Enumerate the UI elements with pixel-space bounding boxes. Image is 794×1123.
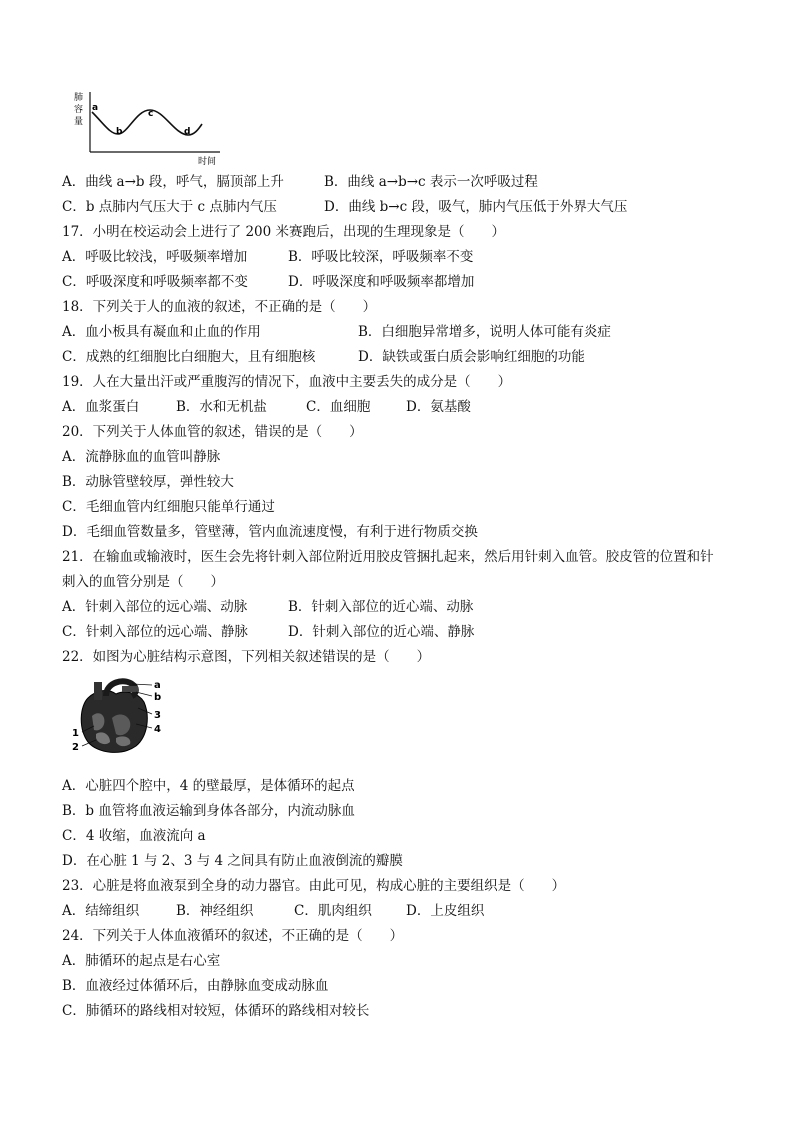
point-a: a — [92, 103, 99, 113]
q16-row1 — [62, 172, 538, 192]
q23-row — [62, 901, 485, 921]
q18-row1 — [62, 322, 611, 342]
q24-option-c[interactable]: C．肺循环的路线相对较短，体循环的路线相对较长 — [62, 1003, 370, 1019]
q24-option-a[interactable]: A．肺循环的起点是右心室 — [62, 953, 221, 969]
heart-structure-diagram — [66, 676, 176, 756]
q21-row1 — [62, 597, 474, 617]
q17-option-a[interactable]: A．呼吸比较浅，呼吸频率增加 — [62, 249, 248, 265]
q16-row2 — [62, 197, 628, 217]
q19-stem: 19．人在大量出汗或严重腹泻的情况下，血液中主要丢失的成分是（ ） — [62, 374, 512, 390]
q22-option-d[interactable]: D．在心脏 1 与 2、3 与 4 之间具有防止血液倒流的瓣膜 — [62, 853, 403, 869]
q20-option-c[interactable]: C．毛细血管内红细胞只能单行通过 — [62, 499, 275, 515]
q16-option-d[interactable]: D．曲线 b→c 段，吸气，肺内气压低于外界大气压 — [324, 199, 628, 215]
heart-label-1: 1 — [72, 728, 79, 739]
q23-option-a[interactable]: A．结缔组织 — [62, 903, 140, 919]
q19-option-c[interactable]: C．血细胞 — [306, 399, 371, 415]
q21-stem-line2: 刺入的血管分别是（ ） — [62, 574, 224, 590]
heart-label-a: a — [154, 680, 161, 691]
q18-stem: 18．下列关于人的血液的叙述，不正确的是（ ） — [62, 299, 377, 315]
q23-option-b[interactable]: B．神经组织 — [176, 903, 254, 919]
q18-option-d[interactable]: D．缺铁或蛋白质会影响红细胞的功能 — [358, 349, 585, 365]
heart-label-2: 2 — [72, 742, 79, 753]
q22-option-c[interactable]: C．4 收缩，血液流向 a — [62, 828, 206, 844]
q22-option-a[interactable]: A．心脏四个腔中，4 的壁最厚，是体循环的起点 — [62, 778, 355, 794]
heart-label-b: b — [154, 692, 162, 703]
q19-option-a[interactable]: A．血浆蛋白 — [62, 399, 140, 415]
y-axis-label-char3: 量 — [74, 117, 84, 127]
q23-option-d[interactable]: D．上皮组织 — [406, 903, 485, 919]
q20-option-a[interactable]: A．流静脉血的血管叫静脉 — [62, 449, 221, 465]
q22-option-b[interactable]: B．b 血管将血液运输到身体各部分，内流动脉血 — [62, 803, 355, 819]
q17-row2 — [62, 272, 475, 292]
q21-option-a[interactable]: A．针刺入部位的远心端、动脉 — [62, 599, 248, 615]
q19-row — [62, 397, 471, 417]
q24-option-b[interactable]: B．血液经过体循环后，由静脉血变成动脉血 — [62, 978, 329, 994]
q19-option-b[interactable]: B．水和无机盐 — [176, 399, 267, 415]
point-b: b — [116, 127, 123, 137]
q21-option-c[interactable]: C．针刺入部位的远心端、静脉 — [62, 624, 248, 640]
q17-option-c[interactable]: C．呼吸深度和呼吸频率都不变 — [62, 274, 248, 290]
q17-stem: 17．小明在校运动会上进行了 200 米赛跑后，出现的生理现象是（ ） — [62, 224, 506, 240]
y-axis-label-char1: 肺 — [74, 93, 84, 103]
q21-option-d[interactable]: D．针刺入部位的近心端、静脉 — [288, 624, 475, 640]
heart-label-3: 3 — [154, 710, 161, 721]
q18-option-a[interactable]: A．血小板具有凝血和止血的作用 — [62, 324, 261, 340]
q18-row2 — [62, 347, 585, 367]
q16-option-c[interactable]: C．b 点肺内气压大于 c 点肺内气压 — [62, 199, 277, 215]
q17-row1 — [62, 247, 474, 267]
q24-stem: 24．下列关于人体血液循环的叙述，不正确的是（ ） — [62, 928, 404, 944]
q21-row2 — [62, 622, 475, 642]
q22-stem: 22．如图为心脏结构示意图，下列相关叙述错误的是（ ） — [62, 649, 431, 665]
q18-option-c[interactable]: C．成熟的红细胞比白细胞大，且有细胞核 — [62, 349, 316, 365]
q21-stem-line1: 21．在输血或输液时，医生会先将针刺入部位附近用胶皮管捆扎起来，然后用针刺入血管。胶皮管的位置和针 — [62, 549, 714, 565]
q20-stem: 20．下列关于人体血管的叙述，错误的是（ ） — [62, 424, 363, 440]
q20-option-d[interactable]: D．毛细血管数量多，管壁薄，管内血流速度慢，有利于进行物质交换 — [62, 524, 478, 540]
lung-volume-graph — [70, 88, 230, 170]
q16-option-b[interactable]: B．曲线 a→b→c 表示一次呼吸过程 — [324, 174, 538, 190]
x-axis-label: 时间 — [198, 157, 217, 167]
q21-option-b[interactable]: B．针刺入部位的近心端、动脉 — [288, 599, 474, 615]
q19-option-d[interactable]: D．氨基酸 — [406, 399, 471, 415]
q17-option-d[interactable]: D．呼吸深度和呼吸频率都增加 — [288, 274, 475, 290]
point-c: c — [148, 109, 154, 119]
q17-option-b[interactable]: B．呼吸比较深，呼吸频率不变 — [288, 249, 474, 265]
heart-label-4: 4 — [154, 724, 161, 735]
point-d: d — [184, 127, 191, 137]
q16-option-a[interactable]: A．曲线 a→b 段，呼气，膈顶部上升 — [62, 174, 284, 190]
q23-stem: 23．心脏是将血液泵到全身的动力器官。由此可见，构成心脏的主要组织是（ ） — [62, 878, 566, 894]
q20-option-b[interactable]: B．动脉管壁较厚，弹性较大 — [62, 474, 234, 490]
q18-option-b[interactable]: B．白细胞异常增多，说明人体可能有炎症 — [358, 324, 611, 340]
y-axis-label-char2: 容 — [74, 105, 84, 115]
q23-option-c[interactable]: C．肌肉组织 — [294, 903, 372, 919]
